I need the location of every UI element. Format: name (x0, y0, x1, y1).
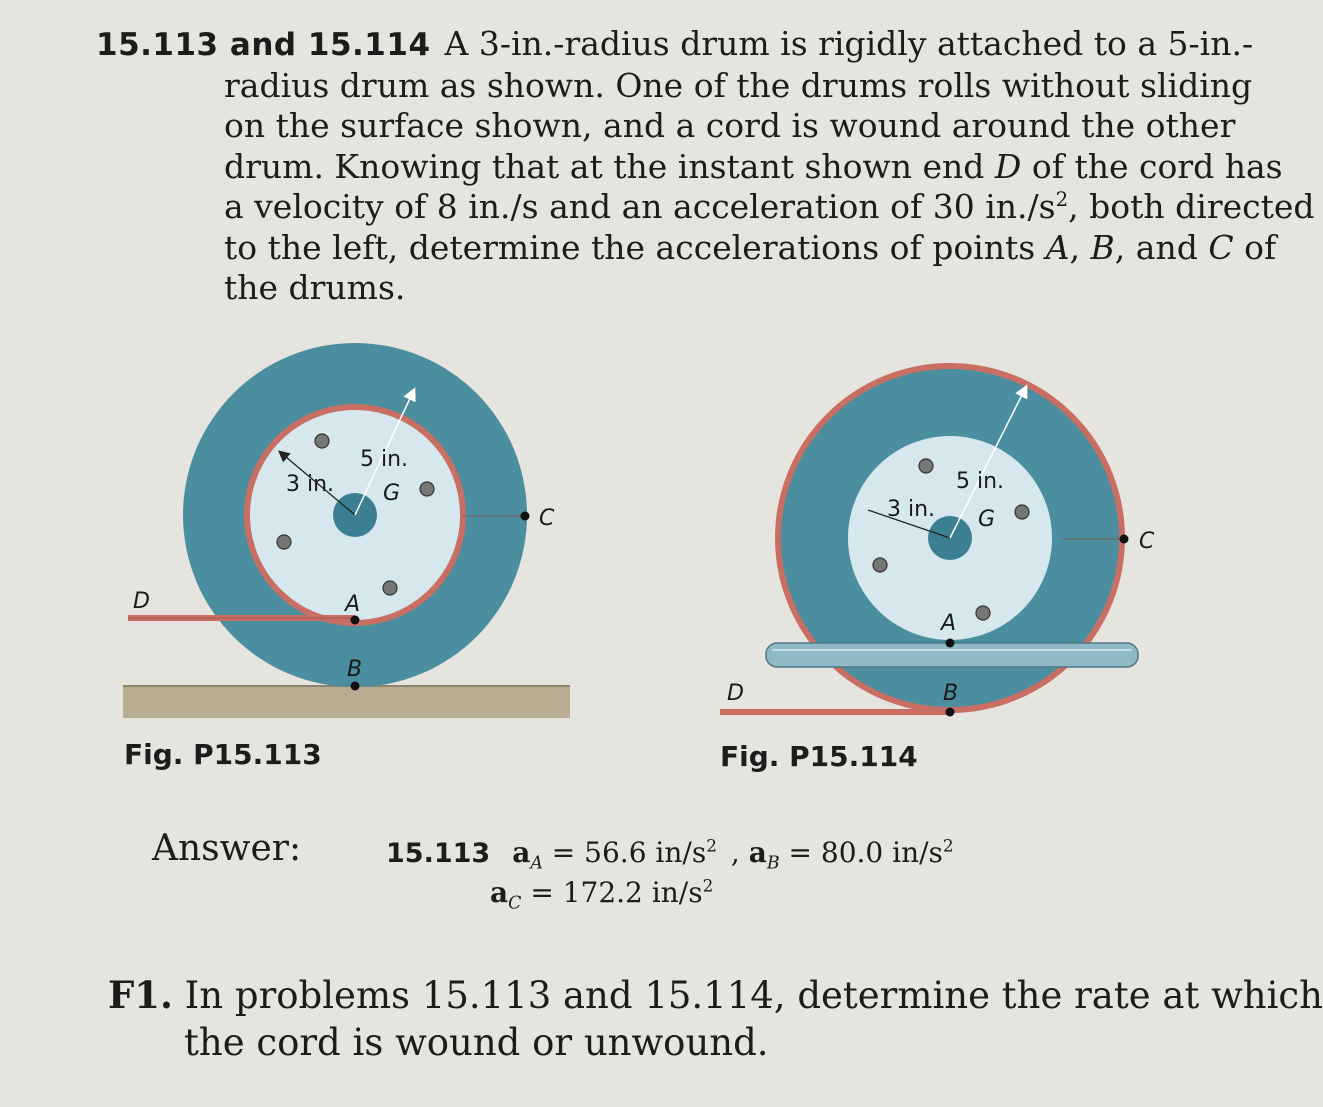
fig1-label-b: B (347, 657, 363, 682)
problem-line-2: radius drum as shown. One of the drums rolls without sliding (224, 65, 1253, 105)
bolt-icon (1015, 505, 1029, 519)
followup-tag: F1. (108, 973, 173, 1017)
answer-label: Answer: (152, 828, 302, 869)
answer-a-b: = 80.0 in/s (779, 836, 943, 869)
fig2-label-a: A (941, 611, 957, 636)
fig1-label-a: A (345, 592, 361, 617)
fig1-label-c: C (539, 506, 555, 531)
bolt-icon (919, 459, 933, 473)
bolt-icon (420, 482, 434, 496)
fig2-label-r-inner: 3 in. (887, 497, 936, 522)
followup-line-2: the cord is wound or unwound. (184, 1021, 769, 1064)
bolt-icon (873, 558, 887, 572)
bolt-icon (976, 606, 990, 620)
followup-line-1: In problems 15.113 and 15.114, determine the rate at which (184, 974, 1323, 1017)
answer-a-c: = 172.2 in/s (521, 876, 703, 909)
bolt-icon (383, 581, 397, 595)
answer-row-2: $a_C = 172.2$ $in/s^2$ (490, 875, 714, 914)
point-b-dot (351, 682, 360, 691)
figure-caption-p15-113: Fig. P15.113 (124, 738, 322, 771)
fig2-label-r-outer: 5 in. (956, 469, 1005, 494)
problem-number: 15.113 and 15.114 (96, 27, 431, 63)
ground-surface (123, 686, 570, 718)
fig2-label-c: C (1139, 529, 1155, 554)
fig2-label-b: B (943, 681, 959, 706)
fig1-label-d: D (133, 589, 150, 614)
point-c-dot (521, 512, 530, 521)
problem-line-4: drum. Knowing that at the instant shown end D of the cord has (224, 146, 1283, 186)
problem-line-6: to the left, determine the accelerations of points A, B, and C of (224, 227, 1277, 267)
fig1-label-r-outer: 5 in. (360, 447, 409, 472)
point-c-dot (1120, 535, 1129, 544)
answer-row-1: 15.113 $a_A = 56.6$ $in/s^2$ , $a_B = 80.0$ $in/s^2$ (386, 835, 954, 874)
figure-caption-p15-114: Fig. P15.114 (720, 740, 918, 773)
problem-line-5: a velocity of 8 in./s and an acceleration of 30 $in./s^2$, both directed (224, 187, 1315, 226)
answer-a-a: = 56.6 in/s (542, 836, 707, 869)
point-a-dot (946, 639, 955, 648)
problem-line-1: 15.113 and 15.114 A 3-in.-radius drum is rigidly attached to a 5-in.- (96, 24, 1254, 63)
answer-problem-number: 15.113 (386, 838, 491, 869)
figure-p15-113 (123, 343, 570, 718)
fig1-label-g: G (383, 481, 401, 506)
fig1-label-r-inner: 3 in. (286, 472, 335, 497)
bolt-icon (315, 434, 329, 448)
bolt-icon (277, 535, 291, 549)
problem-line-3: on the surface shown, and a cord is wound around the other (224, 106, 1236, 145)
fig2-label-g: G (978, 507, 996, 532)
point-b-dot (946, 708, 955, 717)
figure-p15-114 (720, 366, 1155, 717)
problem-line-7: the drums. (224, 268, 406, 307)
fig2-label-d: D (727, 681, 744, 706)
followup-question (108, 972, 1323, 1066)
